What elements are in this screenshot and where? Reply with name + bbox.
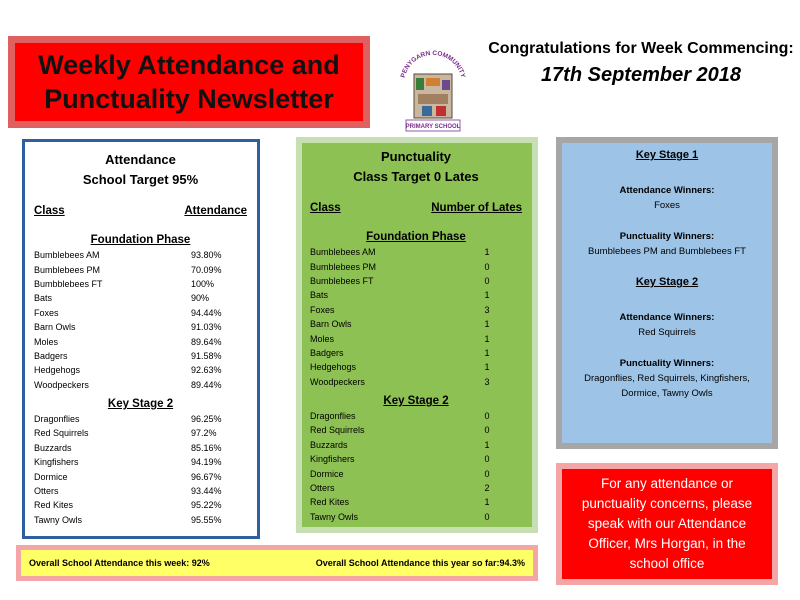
table-row	[310, 331, 522, 345]
table-row	[34, 262, 247, 276]
table-row	[310, 288, 522, 302]
table-row	[310, 303, 522, 317]
class-value: 1	[484, 247, 490, 258]
class-name: Moles	[310, 333, 335, 344]
class-name: Tawny Owls	[34, 514, 83, 525]
class-name: Dragonflies	[310, 411, 356, 422]
week-commencing-date: 17th September 2018	[540, 64, 742, 86]
class-name: Bumblebees FT	[310, 275, 374, 286]
ks1-punctuality-winners-label: Punctuality Winners:	[619, 231, 715, 242]
table-row	[34, 412, 247, 426]
attendance-column-headers	[34, 204, 247, 218]
class-value: 0	[484, 261, 490, 272]
class-name: Barn Owls	[310, 319, 352, 330]
attendance-contact-text: For any attendance or punctuality concerns, please speak with our Attendance Officer, Mrs Horgan, in the school office	[562, 469, 772, 579]
table-row	[34, 469, 247, 483]
table-row	[34, 306, 247, 320]
table-row	[34, 334, 247, 348]
class-name: Bumblebees AM	[34, 250, 100, 261]
table-row	[34, 363, 247, 377]
class-value: 93.44%	[191, 486, 222, 497]
table-row	[34, 455, 247, 469]
class-name: Kingfishers	[310, 454, 355, 465]
class-value: 0	[484, 275, 490, 286]
class-name: Hedgehogs	[310, 362, 357, 373]
punctuality-column-headers	[310, 201, 522, 215]
class-name: Hedgehogs	[34, 365, 81, 376]
table-row	[310, 259, 522, 273]
class-name: Red Squirrels	[34, 428, 89, 439]
overall-attendance-inner	[21, 550, 533, 576]
key-stage-winners-panel	[556, 137, 778, 449]
class-value: 91.03%	[191, 322, 222, 333]
table-row	[310, 317, 522, 331]
class-name: Buzzards	[34, 442, 72, 453]
class-value: 0	[484, 468, 490, 479]
table-row	[310, 360, 522, 374]
class-value: 2	[484, 483, 490, 494]
class-name: Woodpeckers	[34, 379, 89, 390]
class-value: 93.80%	[191, 250, 222, 261]
class-value: 1	[484, 319, 490, 330]
class-name: Otters	[310, 483, 335, 494]
key-stage-2-heading: Key Stage 2	[107, 397, 174, 410]
class-value: 1	[484, 439, 490, 450]
class-name: Bumbblebees FT	[34, 278, 103, 289]
table-row	[310, 245, 522, 259]
attendance-foundation-list	[34, 248, 247, 392]
key-stage-winners-inner	[562, 143, 772, 443]
class-name: Otters	[34, 486, 59, 497]
class-value: 89.44%	[191, 379, 222, 390]
class-name: Barn Owls	[34, 322, 76, 333]
class-value: 94.19%	[191, 457, 222, 468]
class-value: 0	[484, 425, 490, 436]
table-row	[34, 320, 247, 334]
foundation-phase-heading: Foundation Phase	[366, 231, 466, 243]
attendance-panel	[22, 139, 260, 539]
class-value: 85.16%	[191, 442, 222, 453]
ks2-attendance-winners: Red Squirrels	[638, 327, 696, 338]
attendance-contact-box	[556, 463, 778, 585]
table-row	[310, 375, 522, 389]
table-row	[34, 349, 247, 363]
class-value: 96.25%	[191, 414, 222, 425]
table-row	[310, 466, 522, 480]
class-value: 3	[484, 304, 490, 315]
logo-bottom-text: PRIMARY SCHOOL	[405, 124, 461, 130]
lates-column-header: Number of Lates	[431, 202, 522, 214]
class-value: 97.2%	[191, 428, 217, 439]
class-name: Dormice	[310, 468, 344, 479]
class-name: Kingfishers	[34, 457, 79, 468]
logo-top-text: PENYGARN COMMUNITY	[399, 49, 467, 79]
table-row	[310, 274, 522, 288]
table-row	[34, 513, 247, 527]
class-name: Bumblebees AM	[310, 247, 376, 258]
class-value: 95.22%	[191, 500, 222, 511]
class-name: Badgers	[310, 347, 344, 358]
overall-attendance-bar	[16, 545, 538, 581]
congratulations-header	[486, 40, 796, 87]
class-name: Badgers	[34, 350, 68, 361]
attendance-title: Attendance	[105, 152, 176, 167]
table-row	[310, 409, 522, 423]
attendance-ks2-list	[34, 412, 247, 527]
class-name: Tawny Owls	[310, 511, 359, 522]
class-name: Buzzards	[310, 439, 348, 450]
class-column-header: Class	[310, 202, 341, 214]
class-value: 92.63%	[191, 365, 222, 376]
ks2-punctuality-winners-line2: Dormice, Tawny Owls	[621, 388, 713, 399]
table-row	[310, 423, 522, 437]
ks1-attendance-winners-label: Attendance Winners:	[619, 185, 715, 196]
table-row	[34, 498, 247, 512]
class-name: Red Squirrels	[310, 425, 365, 436]
yearly-attendance-total: Overall School Attendance this year so far:94.3%	[315, 558, 525, 568]
class-value: 1	[484, 347, 490, 358]
class-value: 94.44%	[191, 307, 222, 318]
punctuality-panel	[296, 137, 538, 533]
table-row	[310, 452, 522, 466]
class-value: 3	[484, 376, 490, 387]
table-row	[310, 346, 522, 360]
class-name: Red Kites	[34, 500, 74, 511]
class-value: 0	[484, 411, 490, 422]
punctuality-ks2-list	[310, 409, 522, 524]
table-row	[34, 248, 247, 262]
class-value: 70.09%	[191, 264, 222, 275]
class-name: Dragonflies	[34, 414, 80, 425]
table-row	[34, 441, 247, 455]
class-value: 1	[484, 290, 490, 301]
class-column-header: Class	[34, 205, 65, 217]
class-value: 1	[484, 362, 490, 373]
class-name: Woodpeckers	[310, 376, 365, 387]
class-name: Foxes	[310, 304, 335, 315]
title-banner-inner	[15, 43, 363, 121]
table-row	[34, 378, 247, 392]
table-row	[310, 495, 522, 509]
table-row	[34, 277, 247, 291]
class-name: Bumblebees PM	[310, 261, 377, 272]
newsletter-title-line1: Weekly Attendance and	[38, 50, 340, 80]
attendance-column-header: Attendance	[184, 205, 247, 217]
class-value: 0	[484, 454, 490, 465]
ks2-attendance-winners-label: Attendance Winners:	[619, 312, 715, 323]
table-row	[310, 438, 522, 452]
class-value: 96.67%	[191, 471, 222, 482]
class-value: 0	[484, 511, 490, 522]
key-stage-2-heading: Key Stage 2	[383, 394, 449, 407]
class-value: 1	[484, 497, 490, 508]
weekly-attendance-total: Overall School Attendance this week: 92%	[29, 558, 210, 568]
punctuality-panel-inner	[302, 143, 532, 527]
class-value: 89.64%	[191, 336, 222, 347]
punctuality-title: Punctuality	[380, 149, 452, 164]
congratulations-label: Congratulations for Week Commencing:	[488, 40, 794, 57]
ks2-punctuality-winners-line1: Dragonflies, Red Squirrels, Kingfishers,	[584, 373, 750, 384]
ks2-punctuality-winners-label: Punctuality Winners:	[619, 358, 715, 369]
class-value: 95.55%	[191, 514, 222, 525]
attendance-target: School Target 95%	[82, 172, 199, 187]
table-row	[310, 481, 522, 495]
class-name: Red Kites	[310, 497, 350, 508]
class-name: Bats	[310, 290, 329, 301]
foundation-phase-heading: Foundation Phase	[90, 234, 191, 246]
class-value: 1	[484, 333, 490, 344]
punctuality-target: Class Target 0 Lates	[353, 169, 479, 184]
table-row	[310, 510, 522, 524]
class-name: Bumblebees PM	[34, 264, 101, 275]
class-name: Moles	[34, 336, 59, 347]
table-row	[34, 484, 247, 498]
table-row	[34, 291, 247, 305]
key-stage-2-title: Key Stage 2	[635, 276, 699, 288]
class-name: Dormice	[34, 471, 68, 482]
class-value: 91.58%	[191, 350, 222, 361]
ks1-attendance-winners: Foxes	[654, 200, 680, 211]
punctuality-foundation-list	[310, 245, 522, 389]
class-name: Bats	[34, 293, 53, 304]
newsletter-title-line2: Punctuality Newsletter	[44, 84, 334, 114]
table-row	[34, 426, 247, 440]
ks1-punctuality-winners: Bumblebees PM and Bumblebees FT	[588, 246, 746, 257]
class-value: 90%	[191, 293, 210, 304]
class-name: Foxes	[34, 307, 59, 318]
class-value: 100%	[191, 278, 215, 289]
title-banner	[8, 36, 370, 128]
key-stage-1-title: Key Stage 1	[635, 149, 699, 161]
school-logo	[396, 44, 470, 134]
